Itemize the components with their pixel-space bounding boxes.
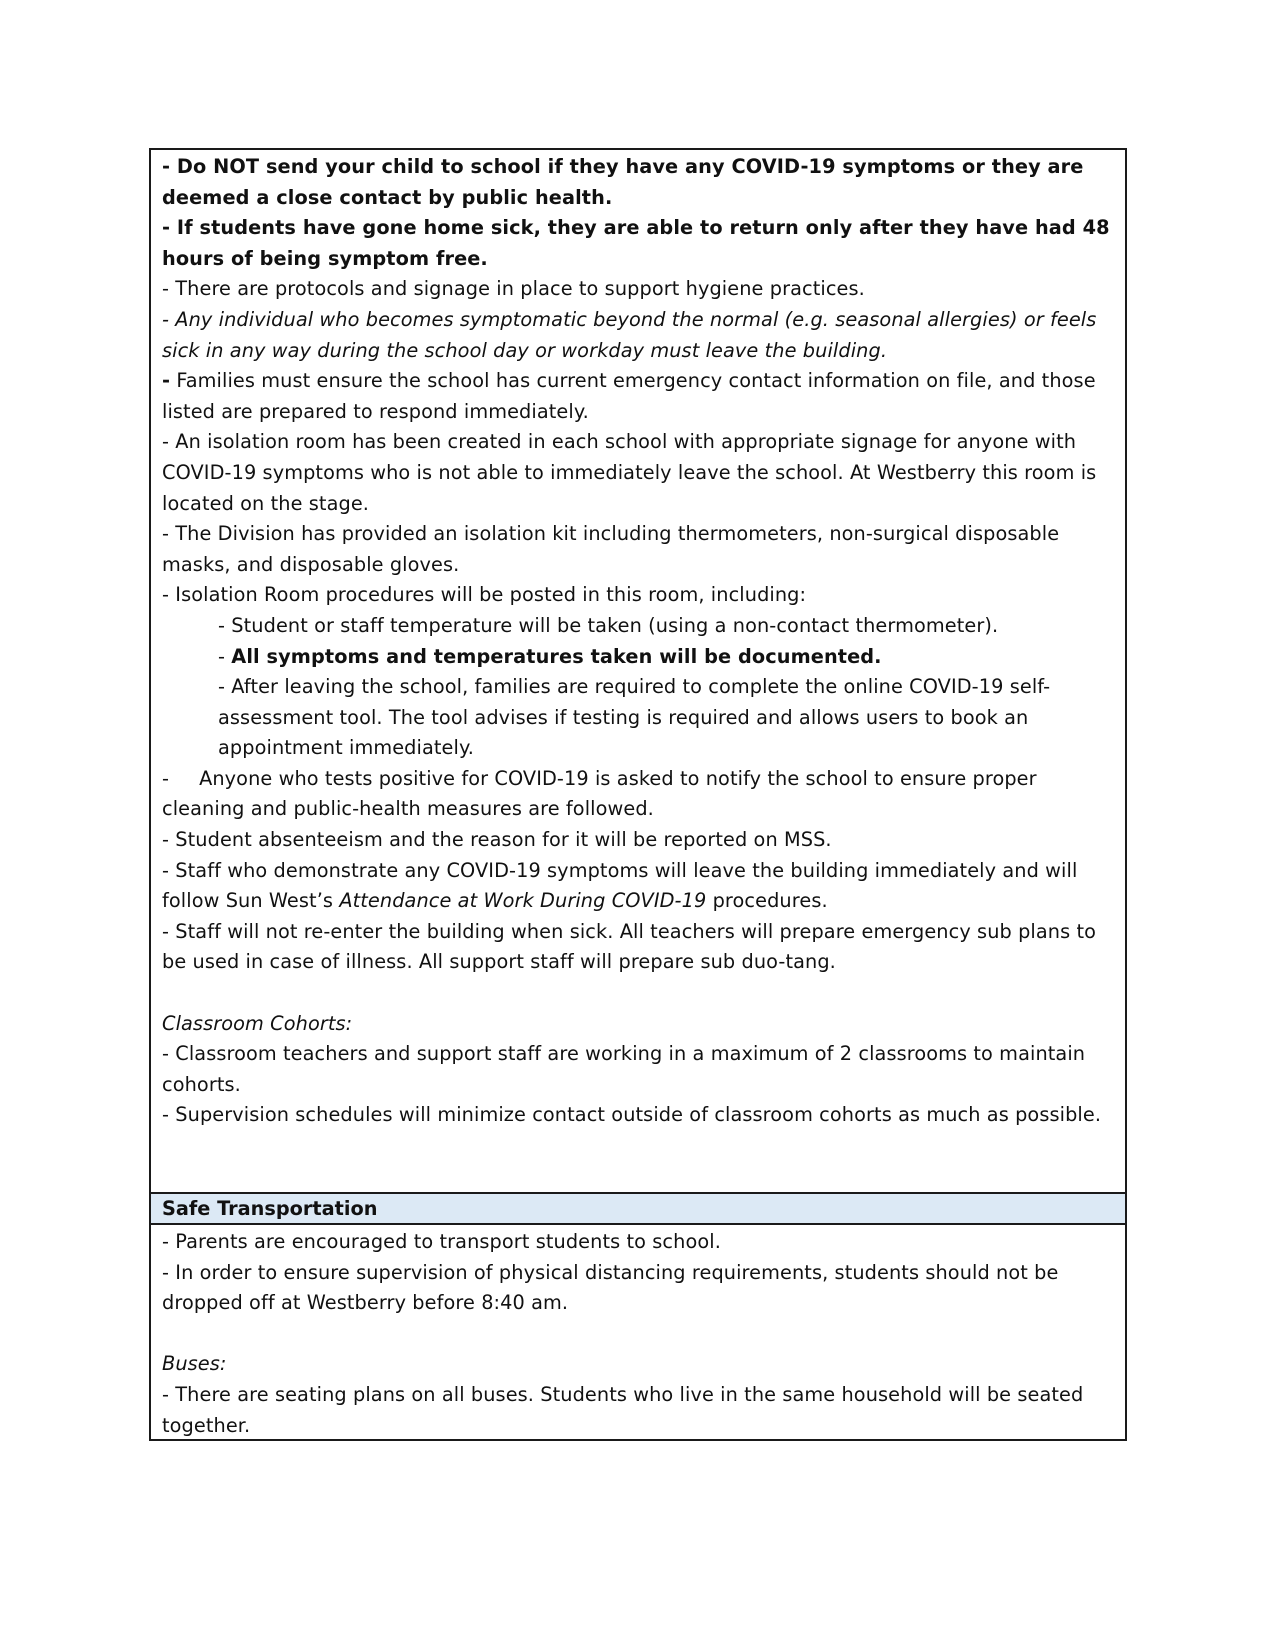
blank-line (162, 1319, 1115, 1350)
bold-dash: - (162, 369, 171, 393)
procedures-word: procedures. (706, 889, 828, 913)
symptomatic-leave-rule: - Any individual who becomes symptomatic beyond the normal (e.g. seasonal allergies) or feels sick in any way during the school day or workday must leave the building. (162, 307, 1097, 362)
attendance-policy-title: Attendance at Work During COVID-19 (339, 889, 707, 913)
blank-line (162, 978, 1115, 1009)
staff-symptoms-text: - Staff who demonstrate any COVID-19 symptoms will leave the building immediately and will follow Sun West’s (162, 858, 1078, 913)
return-after-sick-rule: - If students have gone home sick, they are able to return only after they have had 48 hours of being symptom free. (162, 216, 1110, 270)
positive-test-text: Anyone who tests positive for COVID-19 is asked to notify the school to ensure proper cleaning and public-health measures are followed. (162, 766, 1037, 821)
isolation-kit-info: - The Division has provided an isolation kit including thermometers, non-surgical disposable masks, and disposable gloves. (162, 522, 1060, 576)
health-measures-cell (151, 150, 1125, 1192)
parents-transport: - Parents are encouraged to transport students to school. (162, 1230, 721, 1253)
procedure-dash: - (218, 644, 232, 668)
bus-seating-plans: - There are seating plans on all buses. Students who live in the same household will be seated together. (162, 1382, 1084, 1437)
staff-symptoms-rule (162, 856, 1115, 917)
absenteeism-reporting: - Student absenteeism and the reason for it will be reported on MSS. (162, 828, 832, 852)
document-table (149, 148, 1127, 1441)
hygiene-protocols: - There are protocols and signage in place to support hygiene practices. (162, 277, 865, 301)
procedure-documentation-text: All symptoms and temperatures taken will be documented. (231, 644, 882, 668)
no-symptoms-rule: - Do NOT send your child to school if they have any COVID-19 symptoms or they are deemed a close contact by public health. (162, 155, 1084, 209)
buses-heading: Buses: (162, 1352, 227, 1376)
transportation-cell (151, 1225, 1125, 1439)
procedure-documentation (162, 642, 1115, 673)
procedure-temperature: - Student or staff temperature will be taken (using a non-contact thermometer). (218, 613, 999, 637)
list-dash: - (162, 766, 170, 790)
cohorts-supervision: - Supervision schedules will minimize contact outside of classroom cohorts as much as possible. (162, 1103, 1102, 1127)
cohorts-classrooms: - Classroom teachers and support staff are working in a maximum of 2 classrooms to maintain cohorts. (162, 1042, 1086, 1096)
positive-test-notice (162, 764, 1115, 825)
safe-transportation-header: Safe Transportation (151, 1192, 1125, 1225)
isolation-procedures-intro: - Isolation Room procedures will be posted in this room, including: (162, 583, 807, 607)
emergency-contact-rule (162, 366, 1115, 427)
staff-sub-plans: - Staff will not re-enter the building when sick. All teachers will prepare emergency sub plans to be used in case of illness. All support staff will prepare sub duo-tang. (162, 919, 1097, 974)
drop-off-time: - In order to ensure supervision of physical distancing requirements, students should not be dropped off at Westberry before 8:40 am. (162, 1260, 1059, 1315)
emergency-contact-text: Families must ensure the school has current emergency contact information on file, and those listed are prepared to respond immediately. (162, 369, 1096, 423)
cohorts-heading: Classroom Cohorts: (162, 1011, 353, 1035)
procedure-self-assessment: - After leaving the school, families are required to complete the online COVID-19 self-assessment tool. The tool advises if testing is required and allows users to book an appointment immediately. (218, 675, 1051, 760)
isolation-room-info: - An isolation room has been created in each school with appropriate signage for anyone with COVID-19 symptoms who is not able to immediately leave the school. At Westberry this room is located on the stage. (162, 430, 1097, 515)
